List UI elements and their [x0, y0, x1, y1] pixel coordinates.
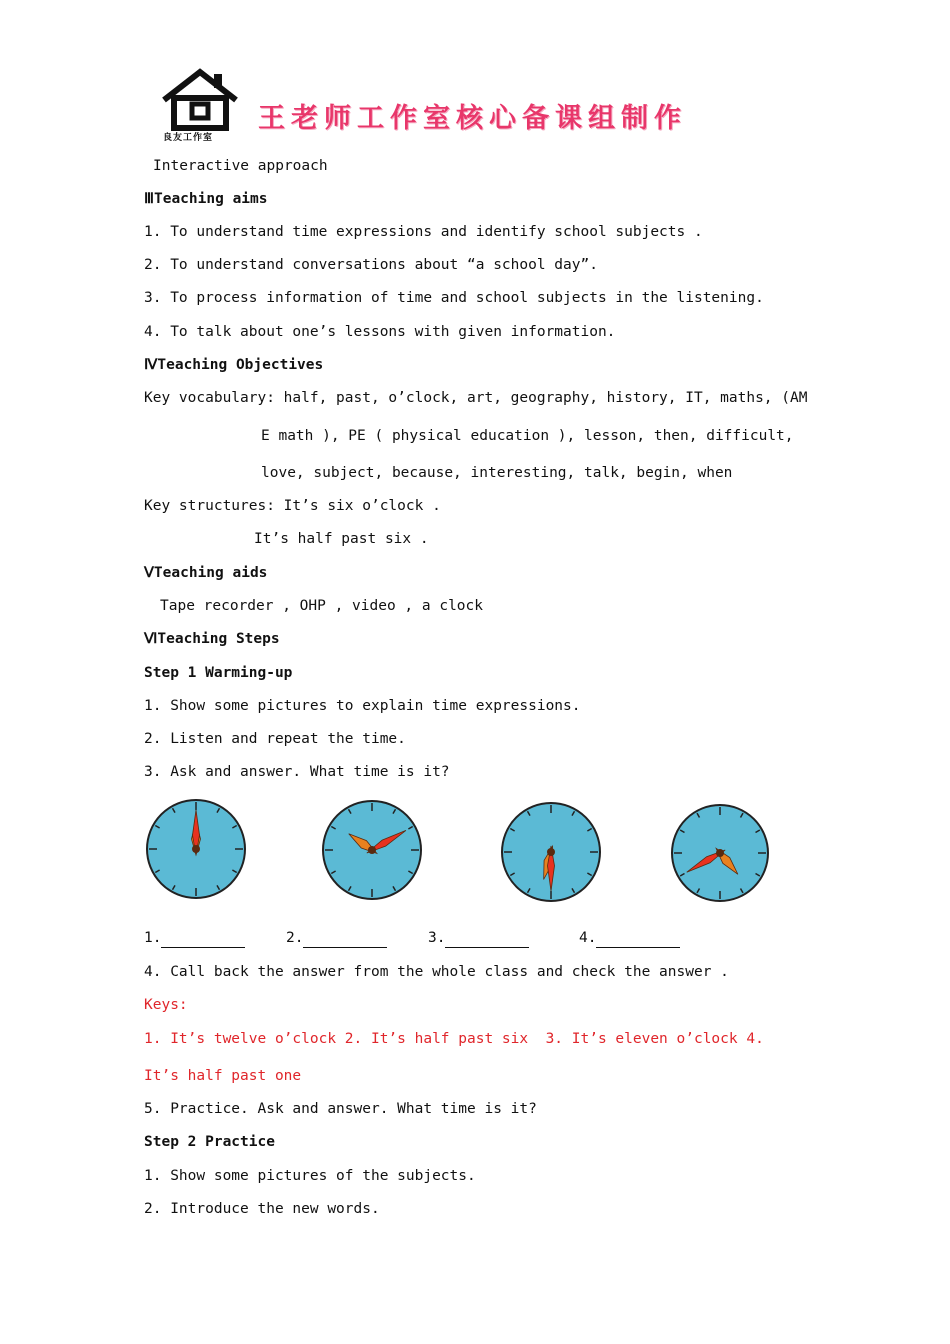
keys-line-2: It’s half past one [144, 1068, 302, 1084]
steps-heading: ⅥTeaching Steps [144, 631, 280, 647]
objectives-heading: ⅣTeaching Objectives [144, 357, 324, 373]
approach-text: Interactive approach [153, 158, 328, 174]
aim-3: 3. To process information of time and school subjects in the listening. [144, 290, 764, 306]
step1-item-5: 5. Practice. Ask and answer. What time is it? [144, 1101, 537, 1117]
blank-label: 2. [286, 930, 304, 946]
step1-item-1: 1. Show some pictures to explain time expressions. [144, 698, 581, 714]
clock-4 [669, 800, 771, 906]
clock-1 [144, 794, 248, 904]
step1-item-4: 4. Call back the answer from the whole class and check the answer . [144, 964, 729, 980]
aim-1: 1. To understand time expressions and identify school subjects . [144, 224, 703, 240]
blank-line [445, 933, 529, 948]
structures-line-2: It’s half past six . [254, 531, 429, 547]
step1-item-2: 2. Listen and repeat the time. [144, 731, 406, 747]
vocab-line-3: love, subject, because, interesting, talk, begin, when [261, 465, 733, 481]
clock-center [547, 848, 555, 856]
blank-line [596, 933, 680, 948]
aim-2: 2. To understand conversations about “a school day”. [144, 257, 598, 273]
logo-caption: 良友工作室 [163, 133, 214, 143]
blank-label: 3. [428, 930, 446, 946]
clock-center [368, 846, 376, 854]
clock-2 [320, 796, 424, 904]
clock-center [716, 849, 724, 857]
keys-line-1: 1. It’s twelve o’clock 2. It’s half past six 3. It’s eleven o’clock 4. [144, 1031, 764, 1047]
vocab-line-2: E math ), PE ( physical education ), lesson, then, difficult, [261, 428, 794, 444]
banner-title: 王老师工作室核心备课组制作 [258, 103, 687, 134]
aims-heading: ⅢTeaching aims [144, 191, 268, 207]
blank-line [303, 933, 387, 948]
house-logo-icon [158, 68, 242, 132]
step2-heading: Step 2 Practice [144, 1134, 275, 1150]
step2-item-1: 1. Show some pictures of the subjects. [144, 1168, 476, 1184]
answer-blank-1[interactable] [144, 928, 245, 948]
aim-4: 4. To talk about one’s lessons with given information. [144, 324, 616, 340]
clock-3 [499, 797, 603, 907]
structures-line-1: Key structures: It’s six o’clock . [144, 498, 441, 514]
step2-item-2: 2. Introduce the new words. [144, 1201, 380, 1217]
blank-line [161, 933, 245, 948]
step1-heading: Step 1 Warming-up [144, 665, 293, 681]
blank-label: 1. [144, 930, 162, 946]
aids-heading: ⅤTeaching aids [144, 565, 268, 581]
answer-blank-3[interactable] [428, 928, 529, 948]
aids-text: Tape recorder , OHP , video , a clock [160, 598, 484, 614]
blank-label: 4. [579, 930, 597, 946]
step1-item-3: 3. Ask and answer. What time is it? [144, 764, 450, 780]
clock-center [192, 845, 200, 853]
answer-blank-2[interactable] [286, 928, 387, 948]
answer-blank-4[interactable] [579, 928, 680, 948]
keys-label: Keys: [144, 997, 188, 1013]
vocab-line-1: Key vocabulary: half, past, o’clock, art, geography, history, IT, maths, (AM [144, 390, 808, 406]
